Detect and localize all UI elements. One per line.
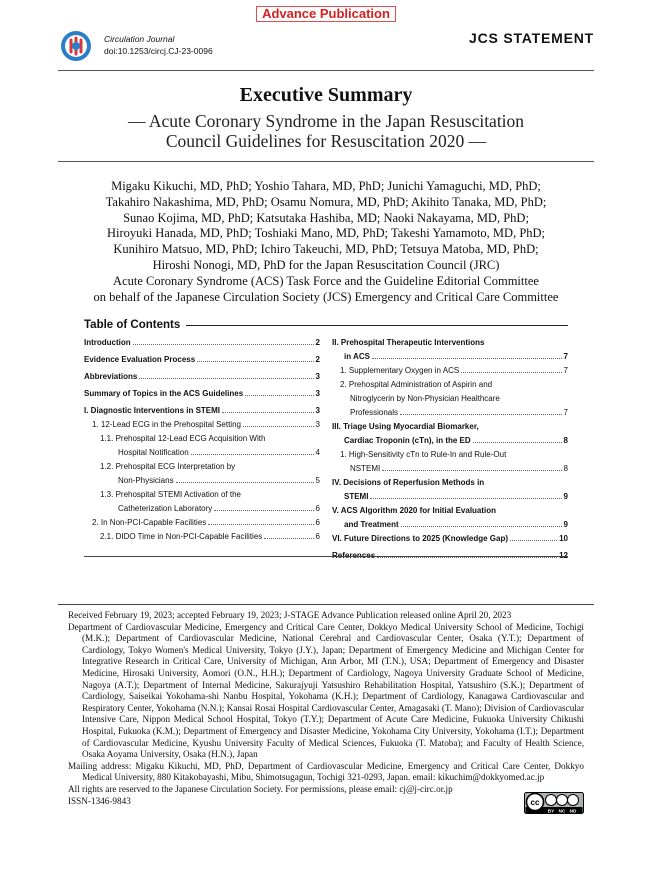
toc-item[interactable] [84, 336, 320, 350]
toc-item[interactable] [332, 378, 568, 420]
toc-item-page: 4 [315, 448, 320, 457]
toc-heading [84, 319, 568, 331]
toc-item-label: in ACS [344, 352, 370, 361]
toc-item-page: 3 [315, 406, 320, 415]
toc-heading-rule [186, 325, 568, 326]
toc-item-page: 5 [315, 476, 320, 485]
toc-item-page: 7 [563, 352, 568, 361]
author-line: Kunihiro Matsuo, MD, PhD; Ichiro Takeuchi, MD, PhD; Tetsuya Matoba, MD, PhD; [113, 242, 539, 257]
toc-item-page: 3 [315, 372, 320, 381]
toc-item-label: Hospital Notification [118, 448, 189, 457]
toc-item[interactable] [332, 476, 568, 504]
toc-item-label: References [332, 551, 376, 560]
toc-item-page: 9 [563, 520, 568, 529]
toc-item[interactable] [84, 460, 320, 488]
toc-item-page: 3 [315, 389, 320, 398]
issn: ISSN-1346-9843 [68, 795, 131, 806]
title-divider [58, 161, 594, 162]
toc-item-label: Evidence Evaluation Process [84, 355, 196, 364]
toc-leader-dots [370, 498, 561, 499]
toc-leader-dots [197, 361, 313, 362]
toc-leader-dots [245, 395, 313, 396]
toc-item-label-start: V. ACS Algorithm 2020 for Initial Evaluation [332, 506, 497, 515]
author-list [60, 179, 592, 305]
toc-right-column [332, 336, 568, 563]
cc-mark: cc [530, 797, 540, 807]
mailing-address: Mailing address: Migaku Kikuchi, MD, PhD, Department of Cardiovascular Medicine, Emergency and Critical Care Center, Dokkyo Medical University, 880 Kitakobayashi, Mibu, Shimotsugagun, Tochigi 321-0293, Japan. email: kikuchim@dokkyomed.ac.jp [68, 760, 584, 783]
toc-item-label: and Treatment [344, 520, 399, 529]
toc-item[interactable] [84, 432, 320, 460]
toc-item-label: Abbreviations [84, 372, 138, 381]
toc-item-page: 7 [563, 366, 568, 375]
toc-leader-dots [264, 538, 313, 539]
toc-item[interactable] [84, 370, 320, 384]
toc-item[interactable] [84, 404, 320, 418]
toc-item-page: 9 [563, 492, 568, 501]
author-line: on behalf of the Japanese Circulation Society (JCS) Emergency and Critical Care Committee [93, 289, 559, 304]
toc-item-label-start: 2. Prehospital Administration of Aspirin and [340, 380, 493, 389]
toc-item[interactable] [332, 504, 568, 532]
toc-item-label: VI. Future Directions to 2025 (Knowledge Gap) [332, 534, 509, 543]
toc-item-label: Professionals [350, 408, 399, 417]
toc-item-label-start: III. Triage Using Myocardial Biomarker, [332, 422, 479, 431]
toc-leader-dots [400, 414, 562, 415]
toc-leader-dots [208, 524, 313, 525]
toc-leader-dots [176, 482, 314, 483]
toc-item-page: 3 [315, 420, 320, 429]
advance-publication-banner: Advance Publication [256, 6, 396, 22]
header-divider [58, 70, 594, 71]
footnote-divider [58, 604, 594, 605]
journal-doi[interactable]: doi:10.1253/circj.CJ-23-0096 [104, 46, 213, 56]
rights-notice: All rights are reserved to the Japanese Circulation Society. For permissions, please email: cj@j-circ.or.jp [68, 783, 453, 794]
toc-item-page: 6 [315, 518, 320, 527]
page-title: Executive Summary [239, 84, 413, 106]
toc-item-page: 7 [563, 408, 568, 417]
cc-nc-label: NC [558, 808, 566, 814]
toc-item[interactable] [84, 530, 320, 544]
toc-item-label-start: Nitroglycerin by Non-Physician Healthcare [350, 394, 500, 403]
toc-left-column [84, 336, 320, 544]
toc-item-label-start: IV. Decisions of Reperfusion Methods in [332, 478, 485, 487]
toc-item-label: STEMI [344, 492, 369, 501]
journal-info [104, 33, 213, 57]
toc-item-label: Cardiac Troponin (cTn), in the ED [344, 436, 471, 445]
toc-leader-dots [222, 412, 314, 413]
toc-item-label: 2. In Non-PCI-Capable Facilities [92, 518, 207, 527]
toc-item[interactable] [332, 364, 568, 378]
toc-leader-dots [510, 540, 557, 541]
toc-item-page: 10 [559, 534, 568, 543]
toc-item-label: Non-Physicians [118, 476, 174, 485]
toc-item-label: I. Diagnostic Interventions in STEMI [84, 406, 221, 415]
toc-item-page: 8 [563, 464, 568, 473]
toc-leader-dots [214, 510, 313, 511]
toc-item[interactable] [332, 448, 568, 476]
toc-item-label: 2.1. DIDO Time in Non-PCI-Capable Facilities [100, 532, 263, 541]
toc-item-page: 2 [315, 355, 320, 364]
author-line: Takahiro Nakashima, MD, PhD; Osamu Nomura, MD, PhD; Akihito Tanaka, MD, PhD; [105, 194, 547, 209]
toc-item[interactable] [84, 353, 320, 367]
toc-item[interactable] [84, 488, 320, 516]
toc-item-page: 8 [563, 436, 568, 445]
toc-item-label-start: II. Prehospital Therapeutic Interventions [332, 338, 485, 347]
toc-item-label-start: 1.2. Prehospital ECG Interpretation by [100, 462, 236, 471]
toc-leader-dots [377, 557, 557, 558]
page-subtitle: — Acute Coronary Syndrome in the Japan Resuscitation Council Guidelines for Resuscitation 2020 — [127, 111, 525, 151]
toc-leader-dots [382, 470, 561, 471]
toc-item-label-start: 1.3. Prehospital STEMI Activation of the [100, 490, 241, 499]
toc-leader-dots [473, 442, 562, 443]
toc-leader-dots [133, 344, 314, 345]
cc-nd-label: ND [569, 808, 577, 814]
toc-item[interactable] [332, 336, 568, 364]
toc-leader-dots [139, 378, 313, 379]
toc-item-page: 2 [315, 338, 320, 347]
toc-item-label-start: 1. High-Sensitivity cTn to Rule-In and Rule-Out [340, 450, 507, 459]
toc-bottom-divider [84, 556, 568, 557]
toc-item-page: 6 [315, 532, 320, 541]
toc-item-page: 6 [315, 504, 320, 513]
received-dates: Received February 19, 2023; accepted February 19, 2023; J-STAGE Advance Publication released online April 20, 2023 [68, 610, 512, 620]
affiliations: Department of Cardiovascular Medicine, Emergency and Critical Care Center, Dokkyo Medical University School of Medicine, Tochigi (M.K.); Department of Cardiovascular Medicine, National Cerebral and Cardiovascular Center, Osaka (Y.T.); Department of Cardiology, Tokyo Women's Medical University, Tokyo (J.Y.), Japan; Department of Emergency Medicine and Michigan Center for Integrative Research in Critical Care, University of Michigan, Ann Arbor, MI (T.N.), USA; Department of Emergency and Disaster Medicine, Hirosaki University, Aomori (O.N., H.H.); Department of Cardiology, Nagoya University Graduate School of Medicine, Nagoya (A.T.); Department of Internal Medicine, Sakurajyuji Yatsushiro Rehabilitation Hospital, Yatsushiro (S.K.); Department of Cardiology, Saiseikai Yokohama-shi Nanbu Hospital, Yokohama (K.H.); Department of Cardiology, Kanagawa Cardiovascular and Respiratory Center, Yokohama (N.N.); Kansai Rosai Hospital Cardiovascular Center, Amagasaki (T. Mano); Division of Cardiovascular Intensive Care, Nippon Medical School Hospital, Tokyo (T.Y.); Department of Acute Care Medicine, Fukuoka University Chikushi Hospital, Fukuoka (K.M.); Department of Emergency and Disaster Medicine, Yokohama City University, Yokohama (I.T.); Department of Cardiovascular Medicine, Kyushu University Faculty of Medical Sciences, Fukuoka (T. Matoba); and Faculty of Health Science, Osaka Aoyama University, Osaka (H.N.), Japan [68, 621, 584, 760]
toc-heading-label: Table of Contents [84, 319, 181, 331]
author-line: Hiroshi Nonogi, MD, PhD for the Japan Resuscitation Council (JRC) [152, 257, 500, 272]
author-line: Migaku Kikuchi, MD, PhD; Yoshio Tahara, MD, PhD; Junichi Yamaguchi, MD, PhD; [111, 179, 541, 193]
toc-leader-dots [401, 526, 562, 527]
toc-item[interactable] [84, 387, 320, 401]
toc-leader-dots [191, 454, 314, 455]
author-line: Acute Coronary Syndrome (ACS) Task Force and the Guideline Editorial Committee [113, 273, 539, 288]
author-line: Hiroyuki Hanada, MD, PhD; Toshiaki Mano, MD, PhD; Takeshi Yamamoto, MD, PhD; [106, 226, 546, 241]
statement-label: JCS STATEMENT [469, 30, 594, 46]
toc-leader-dots [461, 372, 561, 373]
journal-name: Circulation Journal [104, 34, 175, 44]
toc-item-label: Catheterization Laboratory [118, 504, 213, 513]
toc-item-label: 1. Supplementary Oxygen in ACS [340, 366, 460, 375]
toc-item-label: Summary of Topics in the ACS Guidelines [84, 389, 244, 398]
toc-item-label: Introduction [84, 338, 131, 347]
footnotes [68, 610, 584, 807]
cc-by-label: BY [547, 808, 555, 814]
toc-item-label: 1. 12-Lead ECG in the Prehospital Setting [92, 420, 241, 429]
author-line: Sunao Kojima, MD, PhD; Katsutaka Hashiba, MD; Naoki Nakayama, MD, PhD; [123, 210, 529, 225]
toc-item-page: 12 [559, 551, 568, 560]
toc-item[interactable] [84, 516, 320, 530]
toc-item[interactable] [332, 420, 568, 448]
journal-logo-icon [60, 30, 92, 62]
toc-item[interactable] [84, 418, 320, 432]
toc-leader-dots [243, 426, 314, 427]
toc-item-label: NSTEMI [350, 464, 381, 473]
toc-item[interactable] [332, 532, 568, 546]
cc-license-icon [524, 792, 584, 814]
toc-leader-dots [372, 358, 562, 359]
toc-item-label-start: 1.1. Prehospital 12-Lead ECG Acquisition With [100, 434, 266, 443]
